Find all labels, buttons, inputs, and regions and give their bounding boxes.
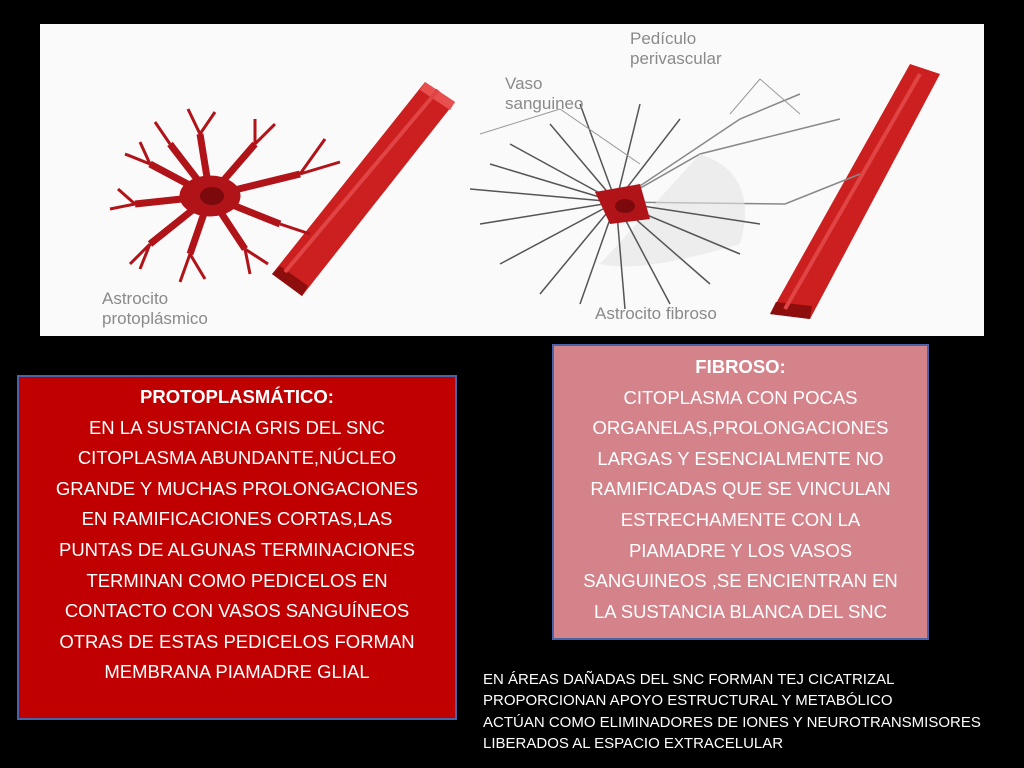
label-fibrous: Astrocito fibroso (595, 304, 717, 323)
function-note: EN ÁREAS DAÑADAS DEL SNC FORMAN TEJ CICATRIZAL (483, 671, 895, 688)
astrocyte-illustration (40, 24, 984, 336)
blood-vessel-icon (770, 64, 940, 319)
protoplasmic-line: OTRAS DE ESTAS PEDICELOS FORMAN (59, 630, 415, 652)
fibrous-line: LARGAS Y ESENCIALMENTE NO (597, 447, 884, 469)
fibrous-title: FIBROSO: (695, 356, 786, 377)
label-protoplasmic-line2: protoplásmico (102, 309, 208, 328)
protoplasmic-line: CONTACTO CON VASOS SANGUÍNEOS (64, 600, 410, 622)
label-vessel-line2: sanguineo (505, 94, 584, 113)
protoplasmic-line: GRANDE Y MUCHAS PROLONGACIONES (55, 477, 419, 499)
astrocyte-function-notes (483, 669, 1024, 755)
blood-vessel-icon (272, 82, 455, 296)
protoplasmic-line: MEMBRANA PIAMADRE GLIAL (104, 661, 370, 683)
label-pedicle-line2: perivascular (630, 49, 722, 68)
fibrous-line: CITOPLASMA CON POCAS (623, 386, 858, 408)
label-protoplasmic-line1: Astrocito (102, 289, 169, 308)
fibrous-line: RAMIFICADAS QUE SE VINCULAN (590, 478, 891, 500)
astrocyte-diagram-svg (40, 24, 984, 336)
protoplasmic-line: EN LA SUSTANCIA GRIS DEL SNC (88, 416, 386, 438)
fibrous-description-box (552, 344, 929, 640)
protoplasmic-line: PUNTAS DE ALGUNAS TERMINACIONES (58, 538, 416, 560)
function-note: LIBERADOS AL ESPACIO EXTRACELULAR (483, 735, 784, 753)
protoplasmic-line: TERMINAN COMO PEDICELOS EN (86, 569, 388, 591)
fibrous-line: SANGUINEOS ,SE ENCIENTRAN EN (583, 570, 898, 592)
label-vessel-line1: Vaso (505, 74, 543, 93)
protoplasmic-line: EN RAMIFICACIONES CORTAS,LAS (81, 508, 393, 530)
protoplasmic-title: PROTOPLASMÁTICO: (140, 386, 334, 407)
protoplasmic-line: CITOPLASMA ABUNDANTE,NÚCLEO (77, 447, 397, 469)
label-pedicle-line1: Pedículo (630, 29, 697, 48)
fibrous-line: ORGANELAS,PROLONGACIONES (592, 417, 889, 439)
fibrous-line: PIAMADRE Y LOS VASOS (628, 539, 853, 561)
protoplasmic-description-box (17, 375, 457, 720)
function-note: PROPORCIONAN APOYO ESTRUCTURAL Y METABÓLICO (483, 692, 893, 710)
function-note: ACTÚAN COMO ELIMINADORES DE IONES Y NEUROTRANSMISORES (483, 713, 981, 731)
fibrous-line: ESTRECHAMENTE CON LA (620, 508, 861, 530)
fibrous-line: LA SUSTANCIA BLANCA DEL SNC (593, 600, 888, 622)
